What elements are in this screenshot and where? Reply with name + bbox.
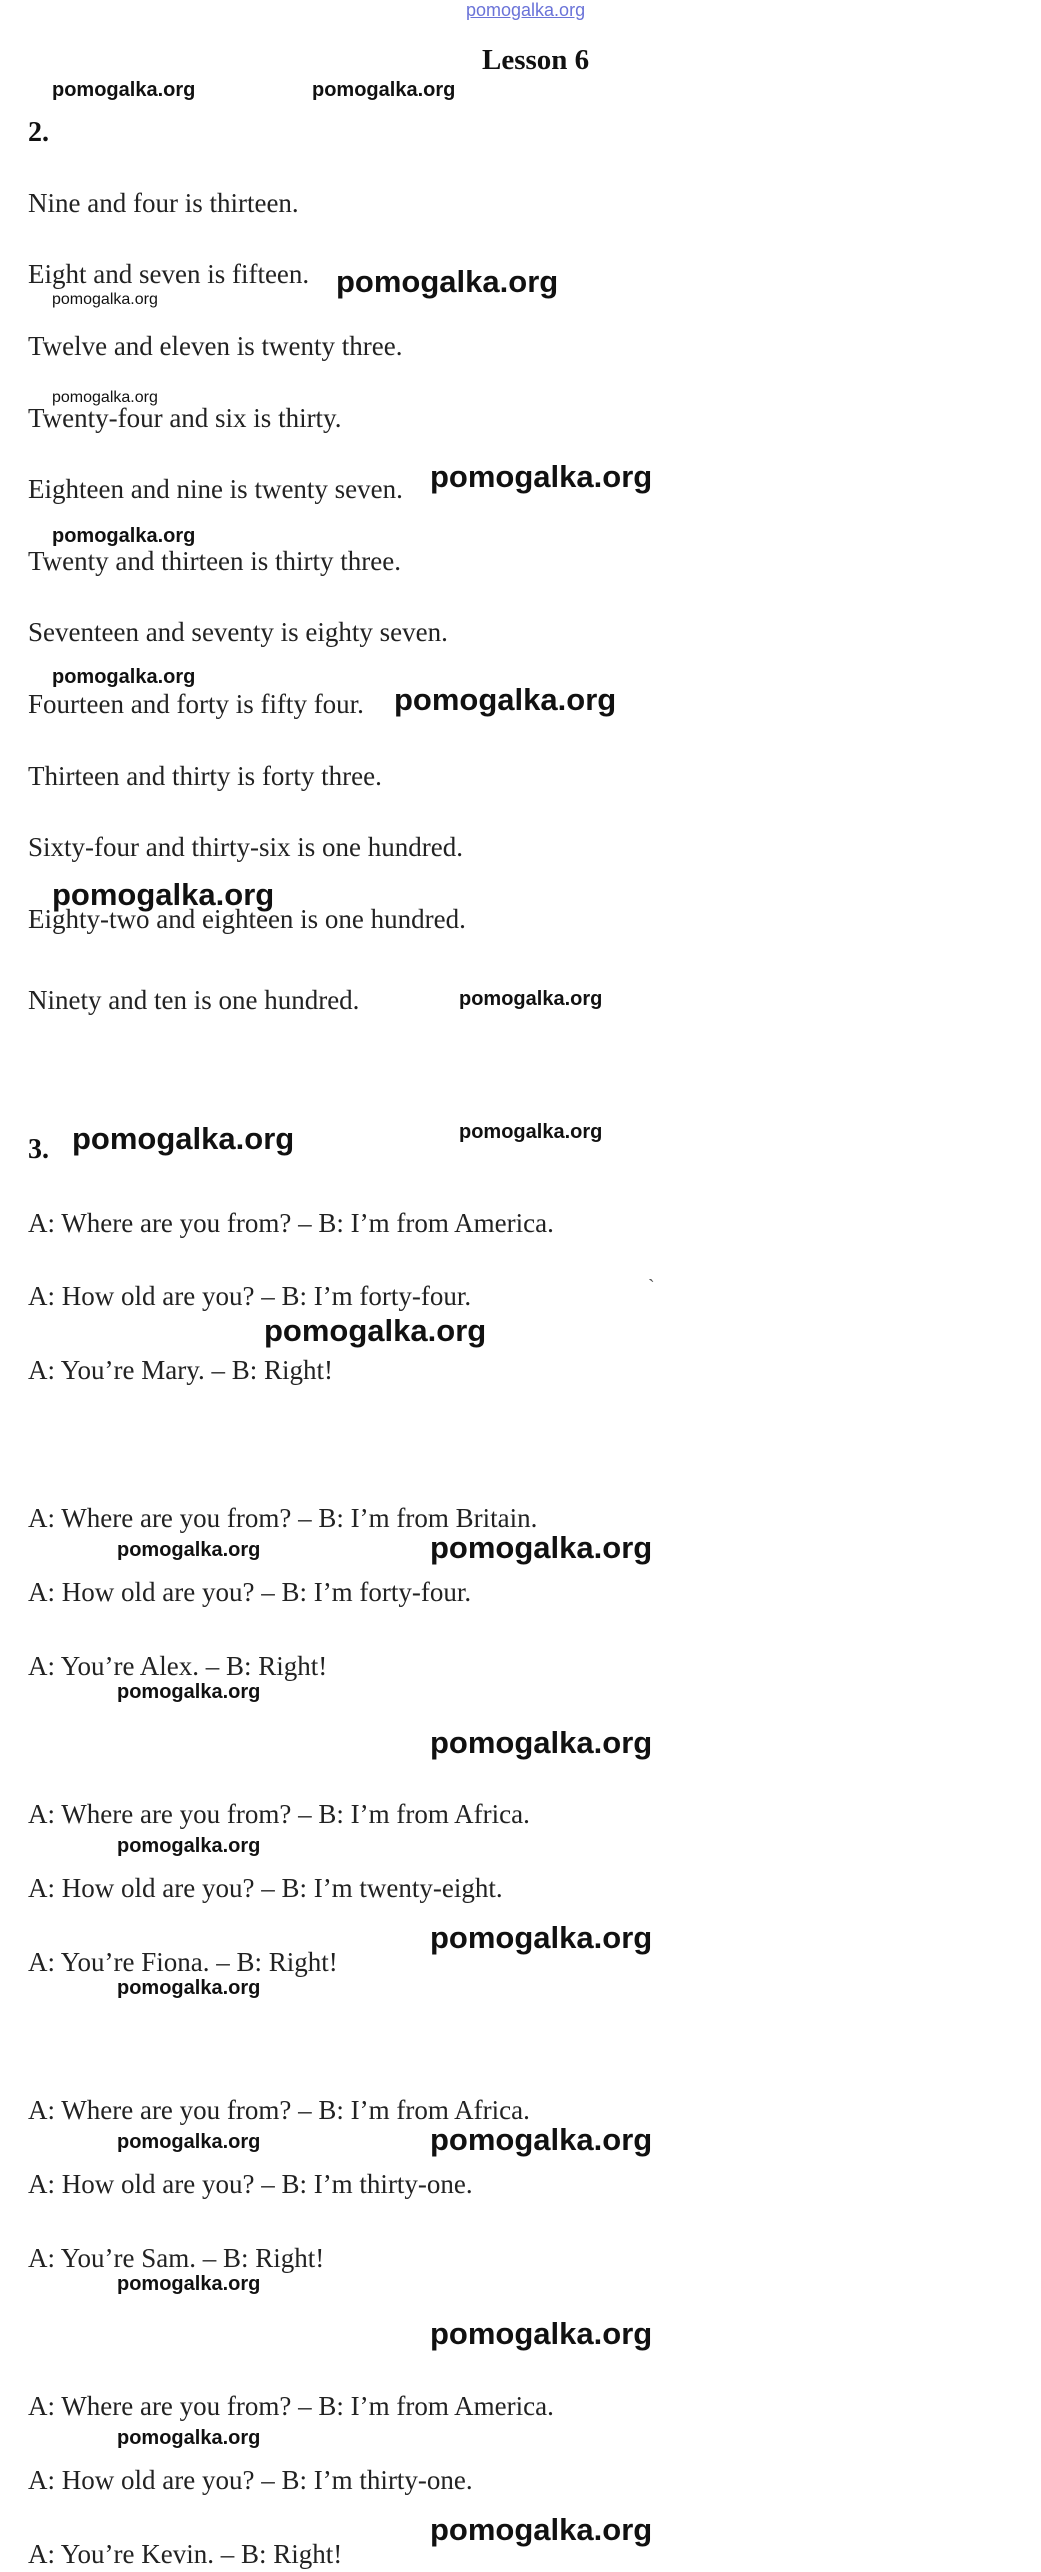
watermark: pomogalka.org — [52, 79, 196, 101]
watermark: pomogalka.org — [430, 2512, 653, 2547]
watermark: pomogalka.org — [430, 2316, 653, 2351]
watermark: pomogalka.org — [459, 988, 603, 1010]
dialogue-line: A: Where are you from? – B: I’m from Britain. — [28, 1503, 538, 1533]
dialogue-line: A: You’re Alex. – B: Right! — [28, 1651, 328, 1681]
stray-mark: ` — [648, 1276, 655, 1298]
watermark: pomogalka.org — [117, 2427, 261, 2449]
section-3-number: 3. — [28, 1134, 49, 1165]
watermark: pomogalka.org — [394, 682, 617, 717]
watermark: pomogalka.org — [117, 1835, 261, 1857]
exercise-line: Sixty-four and thirty-six is one hundred. — [28, 832, 463, 862]
dialogue-line: A: Where are you from? – B: I’m from America. — [28, 1208, 554, 1238]
dialogue-line: A: How old are you? – B: I’m forty-four. — [28, 1281, 472, 1311]
exercise-line: Seventeen and seventy is eighty seven. — [28, 617, 448, 647]
watermark: pomogalka.org — [430, 1920, 653, 1955]
exercise-line: Eight and seven is fifteen. — [28, 259, 310, 289]
site-header-watermark: pomogalka.org — [466, 0, 586, 20]
dialogue-line: A: How old are you? – B: I’m thirty-one. — [28, 2169, 473, 2199]
watermark: pomogalka.org — [117, 1681, 261, 1703]
watermark: pomogalka.org — [117, 2131, 261, 2153]
exercise-line: Twenty and thirteen is thirty three. — [28, 546, 402, 576]
watermark: pomogalka.org — [52, 389, 158, 406]
dialogue-line: A: You’re Sam. – B: Right! — [28, 2243, 325, 2273]
dialogue-line: A: Where are you from? – B: I’m from Africa. — [28, 2095, 530, 2125]
watermark: pomogalka.org — [52, 666, 196, 688]
section-2-number: 2. — [28, 117, 49, 148]
exercise-line: Twenty-four and six is thirty. — [28, 403, 342, 433]
exercise-line: Thirteen and thirty is forty three. — [28, 761, 382, 791]
watermark: pomogalka.org — [117, 1977, 261, 1999]
exercise-line: Fourteen and forty is fifty four. — [28, 689, 364, 719]
watermark: pomogalka.org — [264, 1313, 487, 1348]
dialogue-line: A: You’re Fiona. – B: Right! — [28, 1947, 338, 1977]
dialogue-line: A: How old are you? – B: I’m twenty-eight. — [28, 1873, 503, 1903]
exercise-line: Twelve and eleven is twenty three. — [28, 331, 403, 361]
watermark: pomogalka.org — [72, 1121, 295, 1156]
watermark: pomogalka.org — [52, 877, 275, 912]
watermark: pomogalka.org — [430, 1530, 653, 1565]
dialogue-line: A: How old are you? – B: I’m thirty-one. — [28, 2465, 473, 2495]
dialogue-line: A: How old are you? – B: I’m forty-four. — [28, 1577, 472, 1607]
watermark: pomogalka.org — [459, 1121, 603, 1143]
lesson-title: Lesson 6 — [482, 44, 590, 76]
watermark: pomogalka.org — [117, 2273, 261, 2295]
watermark: pomogalka.org — [312, 79, 456, 101]
dialogue-line: A: Where are you from? – B: I’m from Africa. — [28, 1799, 530, 1829]
exercise-line: Nine and four is thirteen. — [28, 188, 299, 218]
watermark: pomogalka.org — [52, 291, 158, 308]
watermark: pomogalka.org — [52, 525, 196, 547]
watermark: pomogalka.org — [430, 2122, 653, 2157]
dialogue-line: A: You’re Mary. – B: Right! — [28, 1355, 334, 1385]
watermark: pomogalka.org — [336, 264, 559, 299]
watermark: pomogalka.org — [430, 1725, 653, 1760]
exercise-line: Eighteen and nine is twenty seven. — [28, 474, 403, 504]
dialogue-line: A: Where are you from? – B: I’m from America. — [28, 2391, 554, 2421]
exercise-line: Eighty-two and eighteen is one hundred. — [28, 904, 466, 934]
watermark: pomogalka.org — [117, 1539, 261, 1561]
exercise-line: Ninety and ten is one hundred. — [28, 985, 360, 1015]
watermark: pomogalka.org — [430, 459, 653, 494]
dialogue-line: A: You’re Kevin. – B: Right! — [28, 2539, 343, 2569]
